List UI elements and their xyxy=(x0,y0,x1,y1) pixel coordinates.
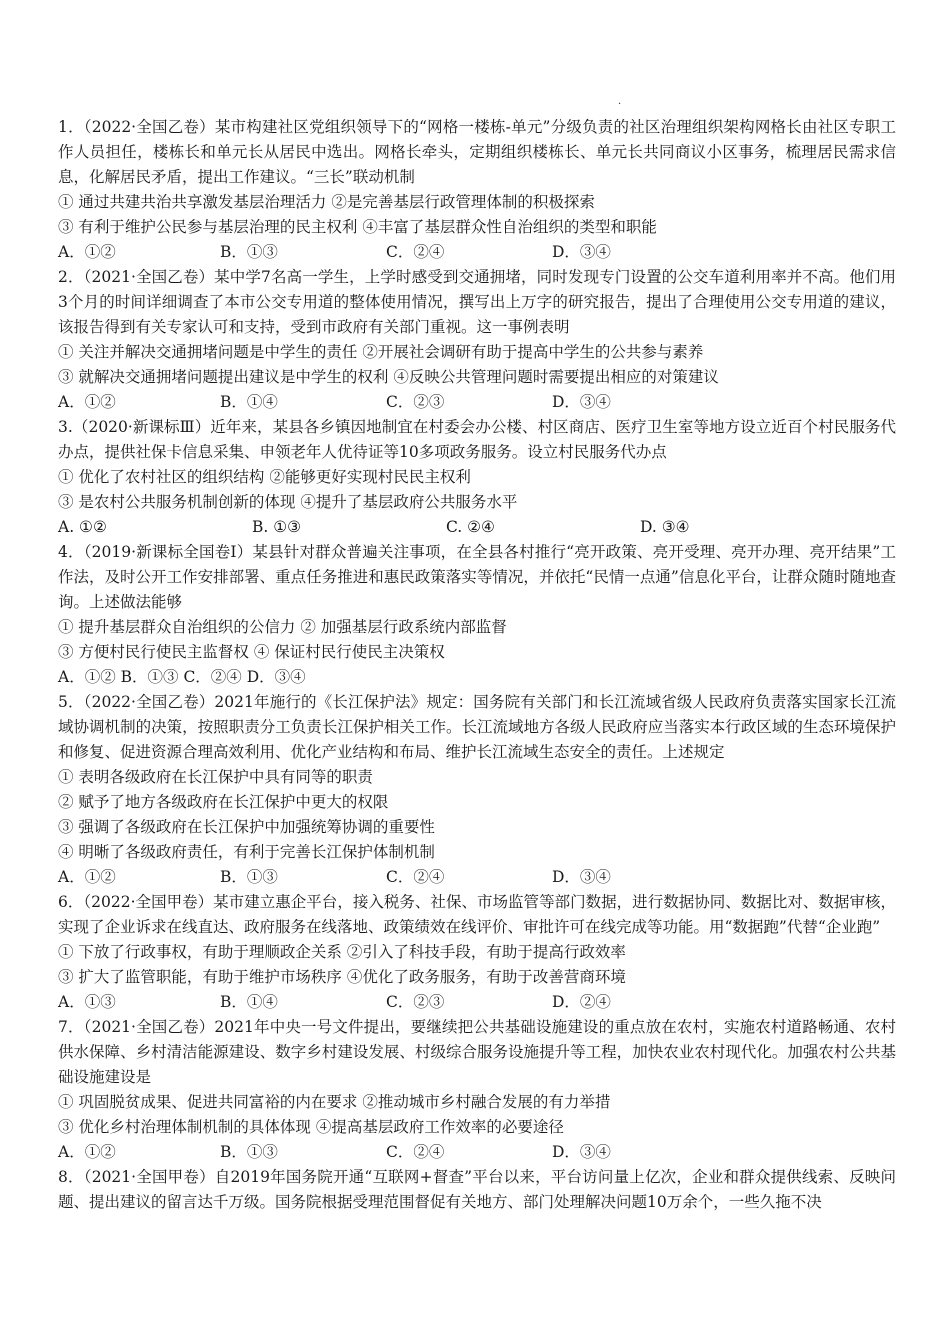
option-d[interactable]: D．③④ xyxy=(552,1143,611,1161)
question-stem: 7．（2021·全国乙卷）2021年中央一号文件提出，要继续把公共基础设施建设的重点放在农村，实施农村道路畅通、农村供水保障、乡村清洁能源建设、数字乡村建设发展、村级综合服务设施提升等工程，加快农业农村现代化。加强农村公共基础设施建设是 xyxy=(58,1018,896,1086)
question-7 xyxy=(58,1015,896,1165)
answer-options xyxy=(58,865,896,890)
statement-line: ① 巩固脱贫成果、促进共同富裕的内在要求 ②推动城市乡村融合发展的有力举措 xyxy=(58,1093,611,1111)
statement-line: ③ 扩大了监管职能，有助于维护市场秩序 ④优化了政务服务，有助于改善营商环境 xyxy=(58,968,626,986)
question-stem: 6．（2022·全国甲卷）某市建立惠企平台，接入税务、社保、市场监管等部门数据，进行数据协同、数据比对、数据审核，实现了企业诉求在线直达、政府服务在线落地、政策绩效在线评价、审批许可在线完成等功能。用“数据跑”代替“企业跑” xyxy=(58,893,896,936)
question-stem: 5．（2022·全国乙卷）2021年施行的《长江保护法》规定：国务院有关部门和长江流域省级人民政府负责落实国家长江流域协调机制的决策，按照职责分工负责长江保护相关工作。长江流域地方各级人民政府应当落实本行政区域的生态环境保护和修复、促进资源合理高效利用、优化产业结构和布局、维护长江流域生态安全的责任。上述规定 xyxy=(58,693,896,761)
statement-line: ① 优化了农村社区的组织结构 ②能够更好实现村民民主权利 xyxy=(58,468,471,486)
option-a[interactable]: A．①② xyxy=(58,393,116,411)
option-c[interactable]: C．②④ xyxy=(386,868,445,886)
option-d[interactable]: D．③④ xyxy=(552,393,611,411)
statement-line: ④ 明晰了各级政府责任，有利于完善长江保护体制机制 xyxy=(58,843,435,861)
question-2 xyxy=(58,265,896,415)
statement-line: ① 提升基层群众自治组织的公信力 ② 加强基层行政系统内部监督 xyxy=(58,618,507,636)
option-c[interactable]: C. ②④ xyxy=(446,518,495,536)
answer-options xyxy=(58,990,896,1015)
statement-line: ① 通过共建共治共享激发基层治理活力 ②是完善基层行政管理体制的积极探索 xyxy=(58,193,595,211)
question-1 xyxy=(58,115,896,265)
option-c[interactable]: C．②④ xyxy=(386,243,445,261)
option-a[interactable]: A．①② xyxy=(58,243,116,261)
option-b[interactable]: B．①③ xyxy=(220,1143,278,1161)
statement-line: ③ 就解决交通拥堵问题提出建议是中学生的权利 ④反映公共管理问题时需要提出相应的对策建议 xyxy=(58,368,719,386)
option-a[interactable]: A．①③ xyxy=(58,993,116,1011)
answer-options xyxy=(58,390,896,415)
option-a[interactable]: A. ①② xyxy=(58,518,107,536)
question-stem: 1．（2022·全国乙卷）某市构建社区党组织领导下的“网格一楼栋-单元”分级负责的社区治理组织架构网格长由社区专职工作人员担任，楼栋长和单元长从居民中选出。网格长牵头，定期组织楼栋长、单元长共同商议小区事务，梳理居民需求信息，化解居民矛盾，提出工作建议。“三长”联动机制 xyxy=(58,118,896,186)
question-stem: 4．（2019·新课标全国卷Ⅰ）某县针对群众普遍关注事项，在全县各村推行“亮开政策、亮开受理、亮开办理、亮开结果”工作法，及时公开工作安排部署、重点任务推进和惠民政策落实等情况，并依托“民情一点通”信息化平台，让群众随时随地查询。上述做法能够 xyxy=(58,543,896,611)
statement-line: ③ 是农村公共服务机制创新的体现 ④提升了基层政府公共服务水平 xyxy=(58,493,518,511)
header-mark: · xyxy=(618,99,622,110)
option-d[interactable]: D．②④ xyxy=(552,993,611,1011)
option-b[interactable]: B．①④ xyxy=(220,993,278,1011)
option-d[interactable]: D．③④ xyxy=(552,868,611,886)
statement-line: ① 表明各级政府在长江保护中具有同等的职责 xyxy=(58,768,373,786)
option-d[interactable]: D. ③④ xyxy=(640,518,690,536)
statement-line: ③ 方便村民行使民主监督权 ④ 保证村民行使民主决策权 xyxy=(58,643,445,661)
option-c[interactable]: C．②③ xyxy=(386,393,445,411)
statement-line: ① 下放了行政事权，有助于理顺政企关系 ②引入了科技手段，有助于提高行政效率 xyxy=(58,943,626,961)
question-8 xyxy=(58,1165,896,1215)
statement-line: ③ 优化乡村治理体制机制的具体体现 ④提高基层政府工作效率的必要途径 xyxy=(58,1118,564,1136)
option-d[interactable]: D．③④ xyxy=(552,243,611,261)
option-c[interactable]: C．②③ xyxy=(386,993,445,1011)
option-b[interactable]: B．①④ xyxy=(220,393,278,411)
answer-options-inline[interactable]: A．①② B．①③ C．②④ D．③④ xyxy=(58,668,306,686)
statement-line: ③ 强调了各级政府在长江保护中加强统筹协调的重要性 xyxy=(58,818,435,836)
question-stem: 8．（2021·全国甲卷）自2019年国务院开通“互联网+督查”平台以来，平台访问量上亿次，企业和群众提供线索、反映问题、提出建议的留言达千万级。国务院根据受理范围督促有关地方、部门处理解决问题10万余个，一些久拖不决 xyxy=(58,1168,896,1211)
answer-options xyxy=(58,1140,896,1165)
option-b[interactable]: B．①③ xyxy=(220,868,278,886)
answer-options xyxy=(58,240,896,265)
statement-line: ② 赋予了地方各级政府在长江保护中更大的权限 xyxy=(58,793,389,811)
answer-options xyxy=(58,515,896,540)
option-a[interactable]: A．①② xyxy=(58,1143,116,1161)
question-6 xyxy=(58,890,896,1015)
question-4 xyxy=(58,540,896,690)
statement-line: ① 关注并解决交通拥堵问题是中学生的责任 ②开展社会调研有助于提高中学生的公共参与素养 xyxy=(58,343,704,361)
option-a[interactable]: A．①② xyxy=(58,868,116,886)
question-stem: 2．（2021·全国乙卷）某中学7名高一学生，上学时感受到交通拥堵，同时发现专门设置的公交车道利用率并不高。他们用3个月的时间详细调查了本市公交专用道的整体使用情况，撰写出上万字的研究报告，提出了合理使用公交专用道的建议，该报告得到有关专家认可和支持，受到市政府有关部门重视。这一事例表明 xyxy=(58,268,896,336)
question-3 xyxy=(58,415,896,540)
question-5 xyxy=(58,690,896,890)
option-b[interactable]: B. ①③ xyxy=(252,518,302,536)
question-list xyxy=(58,115,896,1215)
statement-line: ③ 有利于维护公民参与基层治理的民主权利 ④丰富了基层群众性自治组织的类型和职能 xyxy=(58,218,657,236)
option-b[interactable]: B．①③ xyxy=(220,243,278,261)
question-stem: 3.（2020·新课标Ⅲ）近年来，某县各乡镇因地制宜在村委会办公楼、村区商店、医疗卫生室等地方设立近百个村民服务代办点，提供社保卡信息采集、申领老年人优待证等10多项政务服务。设立村民服务代办点 xyxy=(58,418,896,461)
option-c[interactable]: C．②④ xyxy=(386,1143,445,1161)
